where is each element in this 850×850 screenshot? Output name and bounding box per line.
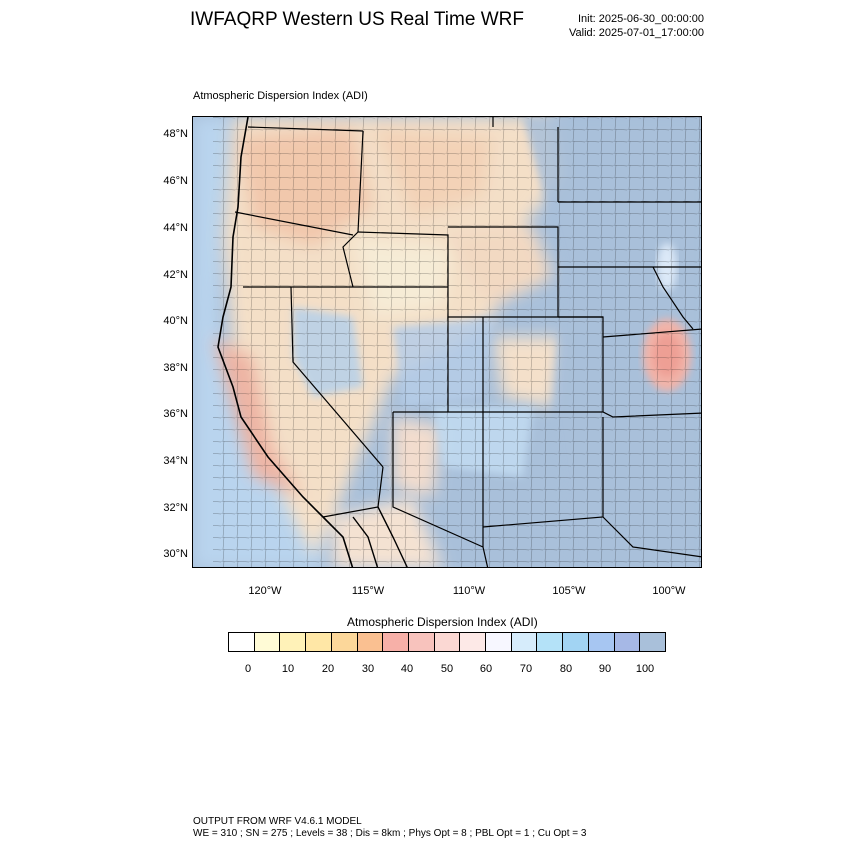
colorbar-tick-label: 90	[598, 663, 612, 675]
colorbar-swatch	[409, 633, 435, 651]
lat-label: 44°N	[163, 222, 188, 234]
colorbar-tick-label: 70	[519, 663, 533, 675]
colorbar-swatch	[229, 633, 255, 651]
colorbar-tick-label: 40	[400, 663, 414, 675]
colorbar-tick-label: 50	[440, 663, 454, 675]
colorbar-swatch	[255, 633, 281, 651]
colorbar-swatch	[435, 633, 461, 651]
lat-label: 48°N	[163, 128, 188, 140]
colorbar-swatch	[486, 633, 512, 651]
colorbar-swatch	[512, 633, 538, 651]
latitude-axis	[120, 116, 188, 568]
adi-map	[192, 116, 702, 568]
colorbar-swatch	[280, 633, 306, 651]
colorbar-swatch	[332, 633, 358, 651]
lon-label: 120°W	[248, 585, 282, 597]
lon-label: 105°W	[552, 585, 586, 597]
page-title: IWFAQRP Western US Real Time WRF	[190, 9, 524, 30]
colorbar-tick-label: 60	[479, 663, 493, 675]
colorbar-swatch	[563, 633, 589, 651]
colorbar	[228, 632, 666, 652]
colorbar-swatch	[640, 633, 665, 651]
lon-label: 110°W	[452, 585, 486, 597]
colorbar-swatch	[306, 633, 332, 651]
colorbar-swatch	[615, 633, 641, 651]
colorbar-title: Atmospheric Dispersion Index (ADI)	[347, 615, 538, 629]
model-settings: WE = 310 ; SN = 275 ; Levels = 38 ; Dis = 8km ; Phys Opt = 8 ; PBL Opt = 1 ; Cu Opt = 3	[193, 828, 587, 839]
lat-label: 30°N	[163, 548, 188, 560]
colorbar-swatch	[589, 633, 615, 651]
colorbar-tick-label: 10	[281, 663, 295, 675]
valid-time: Valid: 2025-07-01_17:00:00	[569, 27, 704, 39]
colorbar-labels	[228, 663, 666, 677]
colorbar-tick-label: 80	[559, 663, 573, 675]
lon-label: 100°W	[652, 585, 686, 597]
lat-label: 40°N	[163, 315, 188, 327]
longitude-axis	[192, 585, 702, 599]
lat-label: 34°N	[163, 455, 188, 467]
colorbar-swatch	[383, 633, 409, 651]
lat-label: 36°N	[163, 408, 188, 420]
colorbar-tick-label: 0	[244, 663, 252, 675]
map-canvas	[193, 117, 702, 568]
colorbar-swatch	[460, 633, 486, 651]
colorbar-tick-label: 30	[361, 663, 375, 675]
lat-label: 46°N	[163, 175, 188, 187]
lon-label: 115°W	[351, 585, 385, 597]
init-time: Init: 2025-06-30_00:00:00	[578, 13, 704, 25]
colorbar-tick-label: 20	[321, 663, 335, 675]
map-subtitle: Atmospheric Dispersion Index (ADI)	[193, 90, 368, 102]
colorbar-swatch	[358, 633, 384, 651]
lat-label: 32°N	[163, 502, 188, 514]
lat-label: 42°N	[163, 269, 188, 281]
lat-label: 38°N	[163, 362, 188, 374]
colorbar-tick-label: 100	[635, 663, 655, 675]
colorbar-swatch	[537, 633, 563, 651]
model-info: OUTPUT FROM WRF V4.6.1 MODEL	[193, 816, 362, 827]
